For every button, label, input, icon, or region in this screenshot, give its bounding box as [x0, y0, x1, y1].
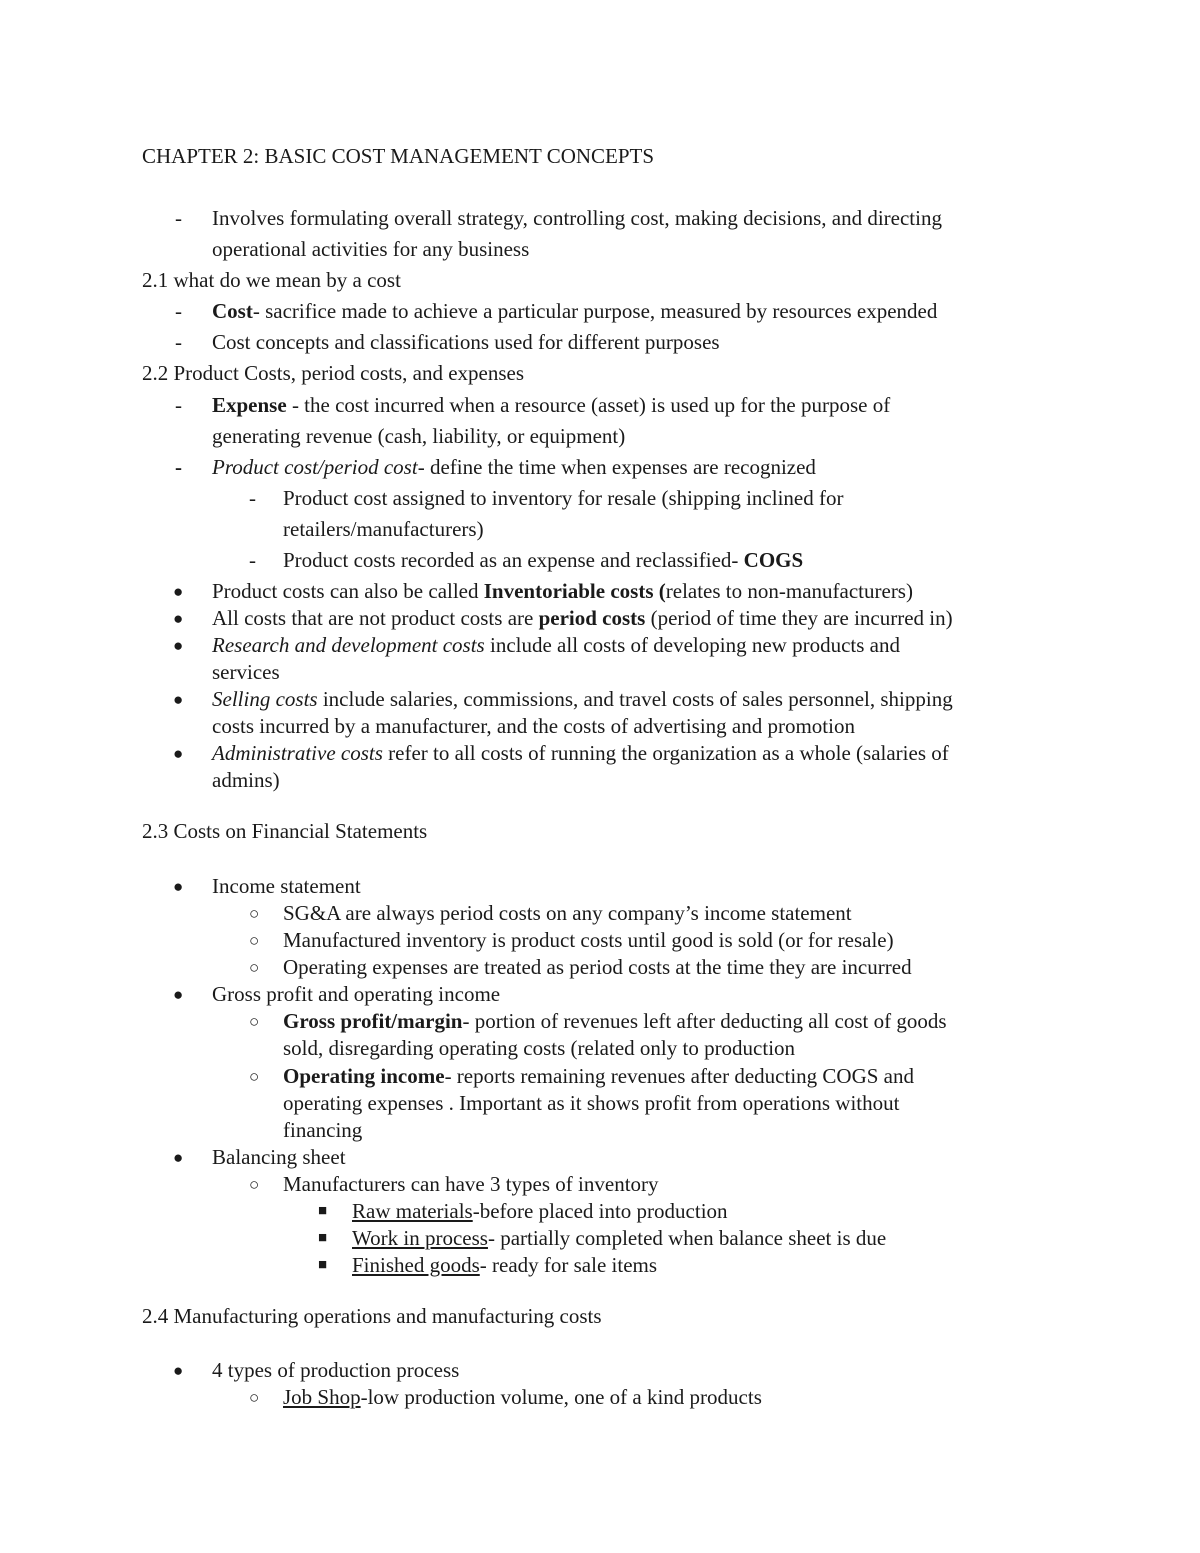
cost-concepts: Cost concepts and classifications used for different purposes — [212, 330, 720, 354]
circle-marker: ○ — [249, 1067, 260, 1086]
gross-profit-line-2: sold, disregarding operating costs (related only to production — [283, 1036, 796, 1060]
work-in-process — [352, 1225, 886, 1252]
raw-materials-term: Raw materials — [352, 1199, 473, 1223]
expense-line-2: generating revenue (cash, liability, or equipment) — [212, 424, 626, 448]
job-shop-term: Job Shop — [283, 1385, 361, 1409]
dash-marker: - — [249, 548, 256, 572]
dash-marker: - — [175, 206, 182, 230]
period-pre-text: All costs that are not product costs are — [212, 606, 539, 630]
expense-line-1 — [212, 392, 890, 419]
operating-income-line-3: financing — [283, 1118, 363, 1142]
inv-post-text: relates to non-manufacturers) — [665, 579, 913, 603]
cogs-term: COGS — [743, 548, 804, 572]
product-period-text: - define the time when expenses are recognized — [417, 455, 816, 479]
period-costs — [212, 605, 953, 632]
operating-income-text: - reports remaining revenues after deducting COGS and — [444, 1064, 914, 1088]
square-marker: ■ — [318, 1203, 328, 1219]
gross-profit-operating-income: Gross profit and operating income — [212, 982, 501, 1006]
circle-marker: ○ — [249, 1175, 260, 1194]
bullet-marker: ● — [173, 1148, 184, 1167]
expense-text: - the cost incurred when a resource (asset) is used up for the purpose of — [286, 393, 891, 417]
bullet-marker: ● — [173, 985, 184, 1004]
square-marker: ■ — [318, 1230, 328, 1246]
job-shop-text: -low production volume, one of a kind products — [360, 1385, 762, 1409]
section-2-3-heading: 2.3 Costs on Financial Statements — [142, 819, 428, 843]
dash-marker: - — [249, 486, 256, 510]
selling-costs-line-2: costs incurred by a manufacturer, and the costs of advertising and promotion — [212, 714, 855, 738]
cost-def-text: - sacrifice made to achieve a particular purpose, measured by resources expended — [252, 299, 938, 323]
rd-costs-line-2: services — [212, 660, 280, 684]
bullet-marker: ● — [173, 636, 184, 655]
section-2-4-heading: 2.4 Manufacturing operations and manufacturing costs — [142, 1304, 602, 1328]
admin-costs-line-1 — [212, 740, 949, 767]
product-cost-sub-1-line-2: retailers/manufacturers) — [283, 517, 484, 541]
section-2-1-heading: 2.1 what do we mean by a cost — [142, 268, 401, 292]
raw-materials — [352, 1198, 728, 1225]
manufacturers-inventory: Manufacturers can have 3 types of inventory — [283, 1172, 659, 1196]
bullet-marker: ● — [173, 582, 184, 601]
product-period-cost — [212, 454, 816, 481]
bullet-marker: ● — [173, 690, 184, 709]
section-2-2-heading: 2.2 Product Costs, period costs, and expenses — [142, 361, 525, 385]
chapter-title: CHAPTER 2: BASIC COST MANAGEMENT CONCEPTS — [142, 144, 655, 168]
circle-marker: ○ — [249, 958, 260, 977]
product-cost-sub-2-text: Product costs recorded as an expense and reclassified- — [283, 548, 744, 572]
gross-profit-term: Gross profit/margin — [283, 1009, 463, 1033]
operating-income-line-2: operating expenses . Important as it shows profit from operations without — [283, 1091, 900, 1115]
dash-marker: - — [175, 330, 182, 354]
finished-goods — [352, 1252, 657, 1279]
dash-marker: - — [175, 455, 182, 479]
work-in-process-term: Work in process — [352, 1226, 488, 1250]
rd-text: include all costs of developing new products and — [484, 633, 900, 657]
intro-line-2: operational activities for any business — [212, 237, 530, 261]
selling-costs-line-1 — [212, 686, 953, 713]
bullet-marker: ● — [173, 744, 184, 763]
period-post-text: (period of time they are incurred in) — [645, 606, 953, 630]
gross-profit-text: - portion of revenues left after deducting all cost of goods — [462, 1009, 947, 1033]
product-cost-sub-2 — [283, 547, 803, 574]
rd-term: Research and development costs — [212, 633, 485, 657]
selling-term: Selling costs — [212, 687, 318, 711]
income-item-3: Operating expenses are treated as period costs at the time they are incurred — [283, 955, 912, 979]
inventoriable-costs — [212, 578, 913, 605]
admin-term: Administrative costs — [212, 741, 383, 765]
work-in-process-text: - partially completed when balance sheet is due — [487, 1226, 887, 1250]
inv-pre-text: Product costs can also be called — [212, 579, 484, 603]
product-cost-sub-1-line-1: Product cost assigned to inventory for resale (shipping inclined for — [283, 486, 844, 510]
balancing-sheet: Balancing sheet — [212, 1145, 346, 1169]
dash-marker: - — [175, 393, 182, 417]
bullet-marker: ● — [173, 609, 184, 628]
circle-marker: ○ — [249, 931, 260, 950]
square-marker: ■ — [318, 1257, 328, 1273]
income-item-1: SG&A are always period costs on any company’s income statement — [283, 901, 852, 925]
bullet-marker: ● — [173, 877, 184, 896]
inventoriable-term: Inventoriable costs ( — [483, 579, 666, 603]
finished-goods-term: Finished goods — [352, 1253, 480, 1277]
cost-definition — [212, 298, 937, 325]
finished-goods-text: - ready for sale items — [479, 1253, 658, 1277]
product-period-term: Product cost/period cost — [212, 455, 418, 479]
raw-materials-text: -before placed into production — [472, 1199, 728, 1223]
operating-income-term: Operating income — [283, 1064, 445, 1088]
admin-costs-line-2: admins) — [212, 768, 280, 792]
circle-marker: ○ — [249, 1012, 260, 1031]
dash-marker: - — [175, 299, 182, 323]
income-item-2: Manufactured inventory is product costs until good is sold (or for resale) — [283, 928, 894, 952]
bullet-marker: ● — [173, 1361, 184, 1380]
operating-income-line-1 — [283, 1063, 914, 1090]
cost-term: Cost — [212, 299, 253, 323]
gross-profit-line-1 — [283, 1008, 947, 1035]
production-types: 4 types of production process — [212, 1358, 460, 1382]
job-shop — [283, 1384, 762, 1411]
selling-text: include salaries, commissions, and travel costs of sales personnel, shipping — [317, 687, 953, 711]
circle-marker: ○ — [249, 904, 260, 923]
intro-line-1: Involves formulating overall strategy, controlling cost, making decisions, and directing — [212, 206, 942, 230]
period-term: period costs — [538, 606, 646, 630]
rd-costs-line-1 — [212, 632, 900, 659]
circle-marker: ○ — [249, 1388, 260, 1407]
admin-text: refer to all costs of running the organization as a whole (salaries of — [382, 741, 949, 765]
expense-term: Expense — [212, 393, 287, 417]
income-statement: Income statement — [212, 874, 361, 898]
